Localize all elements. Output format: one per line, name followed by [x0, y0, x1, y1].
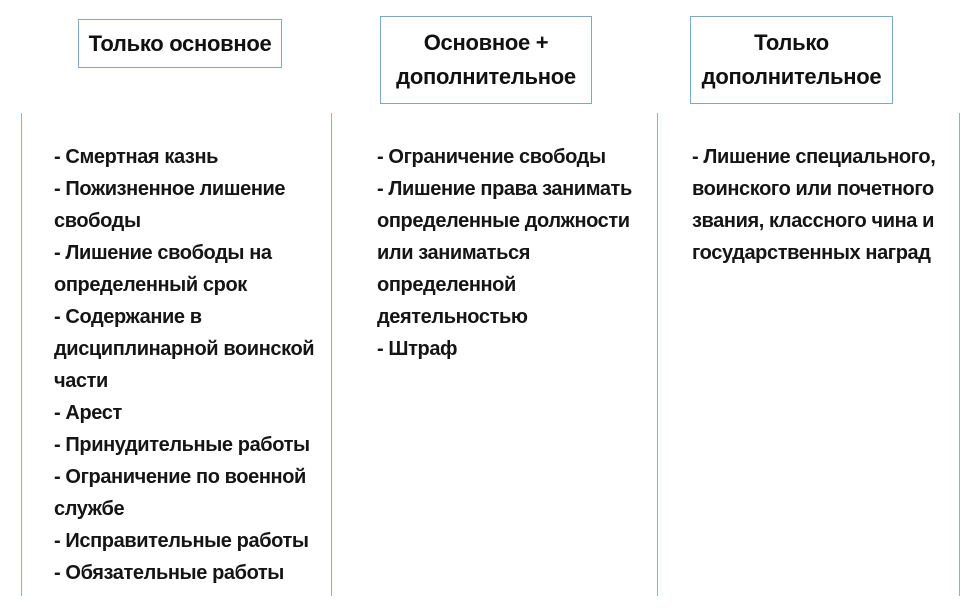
list-item: - Содержание в дисциплинарной воинской части: [54, 306, 315, 392]
header-only-primary-line-1: Только основное: [88, 30, 272, 56]
list-item: - Лишение свободы на определенный срок: [54, 242, 272, 296]
header-primary-plus-additional-line-2: дополнительное: [396, 64, 576, 89]
header-primary-plus-additional-line-1: Основное +: [423, 30, 549, 55]
primary-plus-additional-list: [377, 141, 647, 365]
list-item: - Обязательные работы: [54, 562, 284, 584]
list-item: - Пожизненное лишение свободы: [54, 178, 286, 232]
column-divider-left: [21, 113, 22, 596]
only-additional-list: [692, 141, 954, 269]
list-item: - Принудительные работы: [54, 434, 310, 456]
header-primary-plus-additional: [380, 16, 592, 104]
list-item: - Лишение специального, воинского или почетного звания, классного чина и государственных наград: [692, 146, 936, 264]
header-only-additional: [690, 16, 893, 104]
column-divider-middle-left: [331, 113, 332, 596]
list-item: - Арест: [54, 402, 122, 424]
header-only-additional-line-1: Только: [754, 30, 829, 55]
list-item: - Исправительные работы: [54, 530, 309, 552]
list-item: - Штраф: [377, 338, 458, 360]
header-only-additional-line-2: дополнительное: [701, 64, 882, 89]
list-item: - Ограничение по военной службе: [54, 466, 306, 520]
column-divider-middle-right: [657, 113, 658, 596]
list-item: - Смертная казнь: [54, 146, 219, 168]
header-only-primary: [78, 19, 282, 68]
column-divider-right: [959, 113, 960, 596]
only-primary-list: [54, 141, 324, 589]
list-item: - Ограничение свободы: [377, 146, 606, 168]
list-item: - Лишение права занимать определенные должности или заниматься определенной деятельностью: [377, 178, 632, 328]
